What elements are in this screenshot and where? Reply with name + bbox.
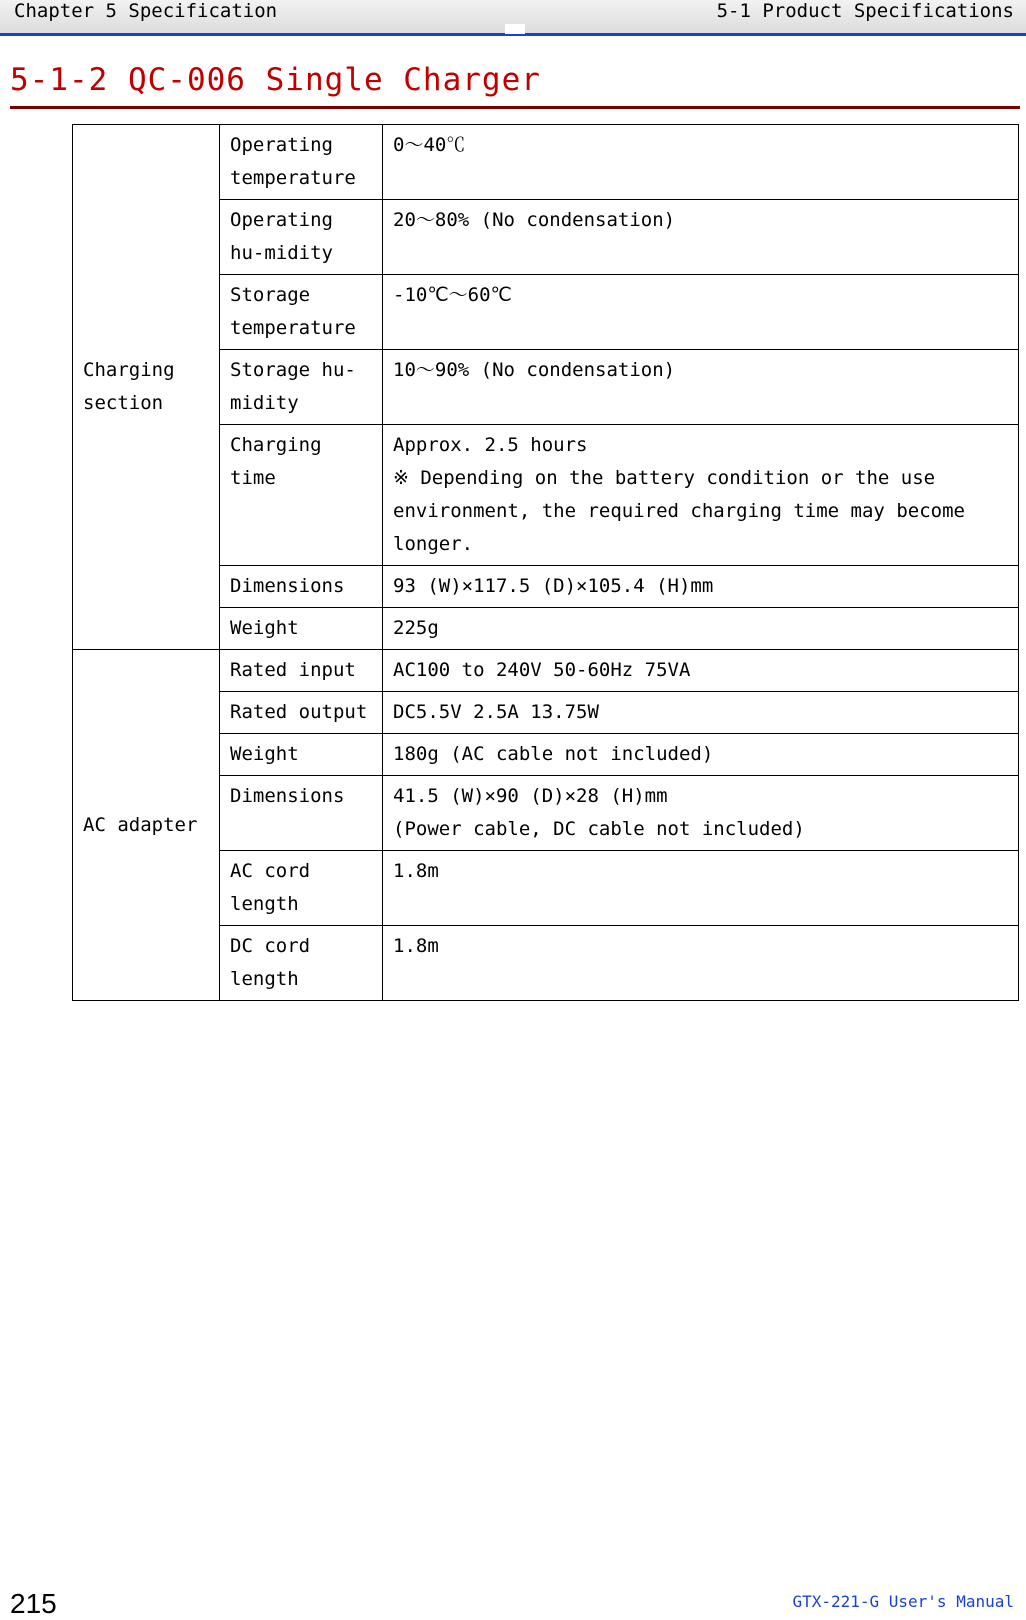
spec-name: Weight bbox=[220, 608, 383, 650]
spec-value: 1.8m bbox=[383, 851, 1019, 926]
spec-value: 180g (AC cable not included) bbox=[383, 734, 1019, 776]
chapter-label: Chapter 5 Specification bbox=[14, 0, 278, 22]
manual-name: GTX-221-G User's Manual bbox=[792, 1592, 1014, 1611]
spec-name: DC cord length bbox=[220, 926, 383, 1001]
spec-value: 93 (W)×117.5 (D)×105.4 (H)mm bbox=[383, 566, 1019, 608]
spec-name: Dimensions bbox=[220, 776, 383, 851]
spec-value: 1.8m bbox=[383, 926, 1019, 1001]
spec-value-multiline bbox=[383, 776, 1019, 851]
page-number: 215 bbox=[10, 1588, 57, 1619]
spec-value: 0～40℃ bbox=[383, 125, 1019, 200]
group-label-charging: Charging section bbox=[73, 125, 220, 650]
spec-name: Storage temperature bbox=[220, 275, 383, 350]
spec-value: 20～80% (No condensation) bbox=[383, 200, 1019, 275]
table-row bbox=[73, 125, 1019, 200]
spec-value: DC5.5V 2.5A 13.75W bbox=[383, 692, 1019, 734]
header-divider bbox=[505, 24, 525, 34]
spec-name: Operating hu-midity bbox=[220, 200, 383, 275]
spec-value: 10～90% (No condensation) bbox=[383, 350, 1019, 425]
spec-value: 41.5 (W)×90 (D)×28 (H)mm bbox=[393, 785, 668, 807]
spec-value: 225g bbox=[383, 608, 1019, 650]
spec-name: Rated output bbox=[220, 692, 383, 734]
spec-value: Approx. 2.5 hours bbox=[393, 434, 588, 456]
table-row bbox=[73, 650, 1019, 692]
title-underline bbox=[10, 106, 1020, 109]
group-label-ac-adapter: AC adapter bbox=[73, 650, 220, 1001]
spec-name: Storage hu-midity bbox=[220, 350, 383, 425]
section-label: 5-1 Product Specifications bbox=[716, 0, 1014, 22]
spec-note: (Power cable, DC cable not included) bbox=[393, 818, 805, 840]
spec-value: -10℃～60℃ bbox=[383, 275, 1019, 350]
spec-table bbox=[72, 124, 1019, 1001]
spec-name: AC cord length bbox=[220, 851, 383, 926]
page-title: 5-1-2 QC-006 Single Charger bbox=[10, 62, 541, 98]
spec-name: Dimensions bbox=[220, 566, 383, 608]
page-header bbox=[0, 0, 1026, 36]
spec-value: AC100 to 240V 50-60Hz 75VA bbox=[383, 650, 1019, 692]
spec-value-multiline bbox=[383, 425, 1019, 566]
spec-name: Weight bbox=[220, 734, 383, 776]
spec-note: ※ Depending on the battery condition or the use environment, the required charging time may become longer. bbox=[393, 467, 965, 555]
spec-name: Rated input bbox=[220, 650, 383, 692]
spec-name: Operating temperature bbox=[220, 125, 383, 200]
spec-name: Charging time bbox=[220, 425, 383, 566]
